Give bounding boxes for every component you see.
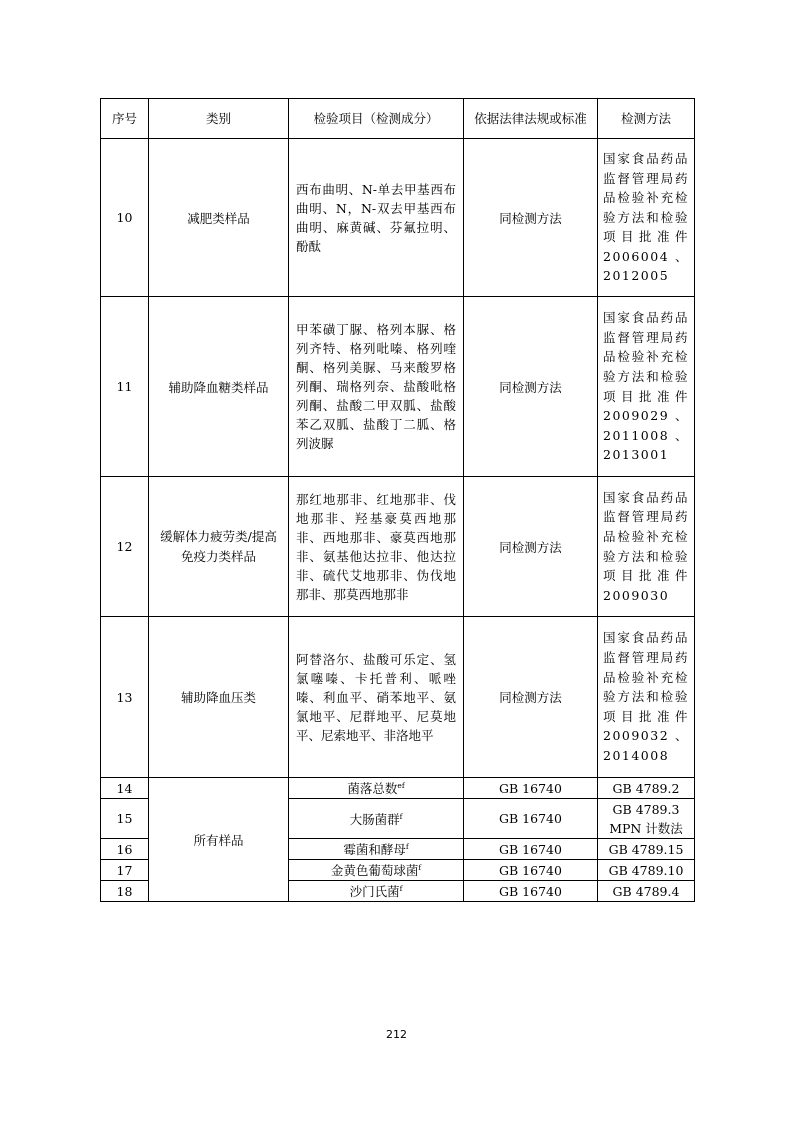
header-no: 序号 xyxy=(101,99,149,139)
table-row xyxy=(101,139,695,297)
table-row xyxy=(101,617,695,778)
row-no: 11 xyxy=(101,297,149,477)
row-standard: GB 16740 xyxy=(464,778,598,799)
row-category: 缓解体力疲劳类/提高免疫力类样品 xyxy=(149,477,289,617)
row-category: 辅助降血压类 xyxy=(149,617,289,778)
row-no: 10 xyxy=(101,139,149,297)
row-item: 沙门氏菌$^f$ xyxy=(289,881,464,902)
row-method: 国家食品药品监督管理局药品检验补充检验方法和检验项目批准件2006004 、2012005 xyxy=(598,139,695,297)
inspection-table xyxy=(100,98,695,902)
row-no: 16 xyxy=(101,839,149,860)
row-no: 12 xyxy=(101,477,149,617)
row-method: 国家食品药品监督管理局药品检验补充检验方法和检验项目批准件2009030 xyxy=(598,477,695,617)
row-item: 霉菌和酵母$^f$ xyxy=(289,839,464,860)
row-standard: 同检测方法 xyxy=(464,139,598,297)
row-standard: 同检测方法 xyxy=(464,477,598,617)
row-standard: GB 16740 xyxy=(464,881,598,902)
row-items: 阿替洛尔、盐酸可乐定、氢氯噻嗪、卡托普利、哌唑嗪、利血平、硝苯地平、氨氯地平、尼群地平、尼莫地平、尼索地平、非洛地平 xyxy=(289,617,464,778)
row-items: 那红地那非、红地那非、伐地那非、羟基豪莫西地那非、西地那非、豪莫西地那非、氨基他达拉非、他达拉非、硫代艾地那非、伪伐地那非、那莫西地那非 xyxy=(289,477,464,617)
header-category: 类别 xyxy=(149,99,289,139)
row-standard: GB 16740 xyxy=(464,839,598,860)
row-no: 17 xyxy=(101,860,149,881)
row-method: 国家食品药品监督管理局药品检验补充检验方法和检验项目批准件2009029 、2011008 、2013001 xyxy=(598,297,695,477)
row-method: GB 4789.2 xyxy=(598,778,695,799)
row-method: 国家食品药品监督管理局药品检验补充检验方法和检验项目批准件2009032 、2014008 xyxy=(598,617,695,778)
row-standard: 同检测方法 xyxy=(464,617,598,778)
header-items: 检验项目（检测成分） xyxy=(289,99,464,139)
row-standard: GB 16740 xyxy=(464,799,598,839)
header-standard: 依据法律法规或标准 xyxy=(464,99,598,139)
row-no: 13 xyxy=(101,617,149,778)
row-item: 金黄色葡萄球菌$^f$ xyxy=(289,860,464,881)
row-item: 大肠菌群$^f$ xyxy=(289,799,464,839)
row-item: 菌落总数$^{ef}$ xyxy=(289,778,464,799)
row-category: 减肥类样品 xyxy=(149,139,289,297)
row-method: GB 4789.10 xyxy=(598,860,695,881)
table-row xyxy=(101,477,695,617)
group-category: 所有样品 xyxy=(149,778,289,902)
row-standard: GB 16740 xyxy=(464,860,598,881)
row-category: 辅助降血糖类样品 xyxy=(149,297,289,477)
row-method: GB 4789.3 MPN 计数法 xyxy=(598,799,695,839)
row-standard: 同检测方法 xyxy=(464,297,598,477)
row-method: GB 4789.4 xyxy=(598,881,695,902)
table-header-row xyxy=(101,99,695,139)
row-items: 甲苯磺丁脲、格列本脲、格列齐特、格列吡嗪、格列喹酮、格列美脲、马来酸罗格列酮、瑞格列奈、盐酸吡格列酮、盐酸二甲双胍、盐酸苯乙双胍、盐酸丁二胍、格列波脲 xyxy=(289,297,464,477)
row-method: GB 4789.15 xyxy=(598,839,695,860)
row-no: 15 xyxy=(101,799,149,839)
table-row xyxy=(101,297,695,477)
row-items: 西布曲明、N-单去甲基西布曲明、N，N-双去甲基西布曲明、麻黄碱、芬氟拉明、酚酞 xyxy=(289,139,464,297)
table-row xyxy=(101,778,695,799)
row-no: 18 xyxy=(101,881,149,902)
header-method: 检测方法 xyxy=(598,99,695,139)
page-number: 212 xyxy=(386,1028,407,1041)
row-no: 14 xyxy=(101,778,149,799)
